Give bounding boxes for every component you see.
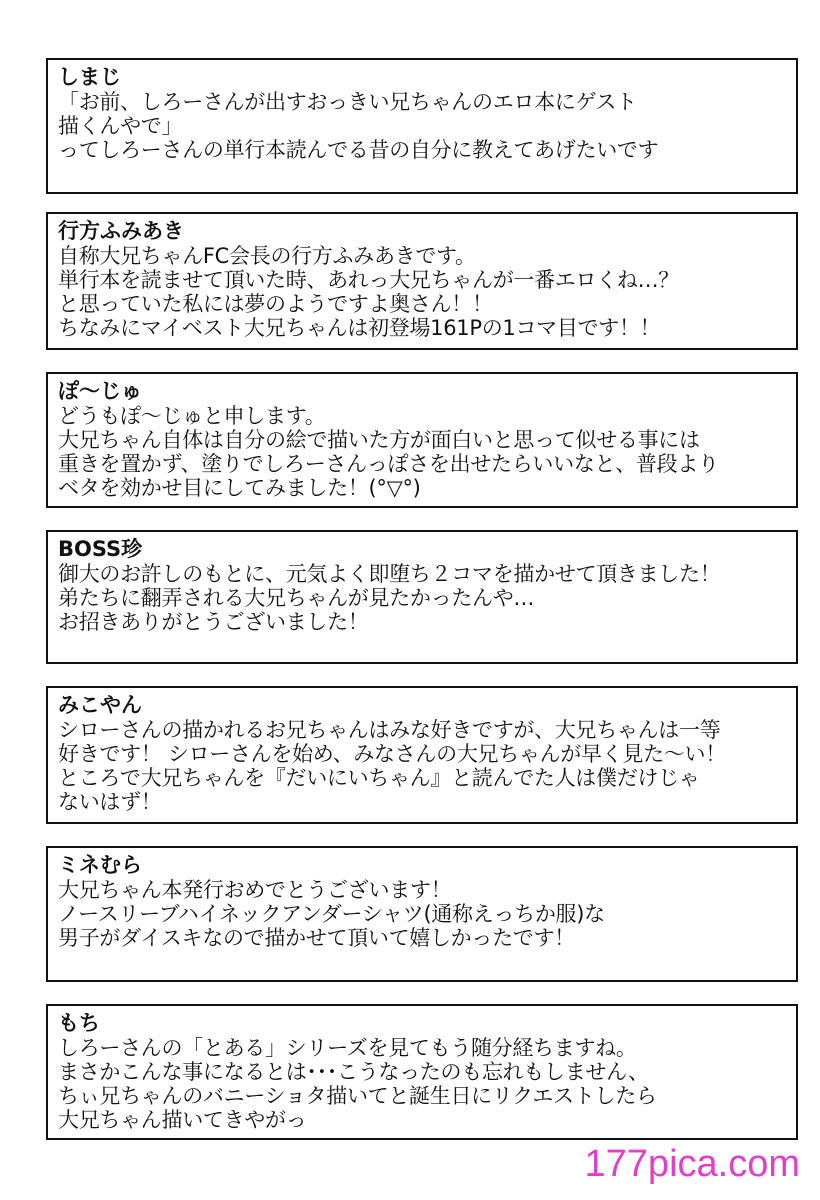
comment-line: ないはず！ <box>58 790 162 814</box>
comment-box-bosschin <box>46 530 798 664</box>
comment-line: 大兄ちゃん描いてきやがっ <box>58 1108 307 1132</box>
comment-line: 自称大兄ちゃんFC会長の行方ふみあきです。 <box>58 244 476 268</box>
comment-line: ベタを効かせ目にしてみました！(°▽°) <box>58 476 421 500</box>
comment-author: しまじ <box>58 65 121 89</box>
comment-author: みこやん <box>58 693 142 717</box>
comment-line: ってしろーさんの単行本読んでる昔の自分に教えてあげたいです <box>58 138 659 162</box>
comment-line: と思っていた私には夢のようですよ奥さん！！ <box>58 292 493 316</box>
comment-line: 重きを置かず、塗りでしろーさんっぽさを出せたらいいなと、普段より <box>58 452 719 476</box>
comment-box-mikoyan <box>46 686 798 824</box>
comment-box-minemura <box>46 846 798 982</box>
comment-line: 大兄ちゃん自体は自分の絵で描いた方が面白いと思って似せる事には <box>58 428 700 452</box>
comment-line: ところで大兄ちゃんを『だいにいちゃん』と読んでた人は僕だけじゃ <box>58 766 700 790</box>
comment-line: ノースリーブハイネックアンダーシャツ(通称えっちか服)な <box>58 902 605 926</box>
comment-box-poju <box>46 372 798 508</box>
comment-author: ミネむら <box>58 853 142 877</box>
comment-line: 弟たちに翻弄される大兄ちゃんが見たかったんや… <box>58 586 535 610</box>
comment-author: 行方ふみあき <box>58 219 184 243</box>
watermark-text: 177pica.com <box>584 1143 800 1185</box>
comment-line: 描くんやで」 <box>58 114 183 138</box>
comment-line: 御大のお許しのもとに、元気よく即堕ち２コマを描かせて頂きました！ <box>58 562 721 586</box>
comment-line: どうもぽ～じゅと申します。 <box>58 404 326 428</box>
comment-line: 好きです！ シローさんを始め、みなさんの大兄ちゃんが早く見た～い！ <box>58 742 726 766</box>
comment-author: ぽ～じゅ <box>58 379 142 403</box>
comment-line: 「お前、しろーさんが出すおっきい兄ちゃんのエロ本にゲスト <box>58 90 637 114</box>
comment-line: 大兄ちゃん本発行おめでとうございます！ <box>58 878 452 902</box>
comment-box-mochi <box>46 1004 798 1140</box>
comment-line: ちなみにマイベスト大兄ちゃんは初登場161Pの1コマ目です！！ <box>58 316 661 340</box>
comment-author: もち <box>58 1011 100 1035</box>
comment-box-namekata <box>46 212 798 350</box>
comment-line: ちぃ兄ちゃんのバニーショタ描いてと誕生日にリクエストしたら <box>58 1084 657 1108</box>
comment-line: お招きありがとうございました！ <box>58 610 369 634</box>
comment-line: まさかこんな事になるとは･･･こうなったのも忘れもしません、 <box>58 1060 649 1084</box>
comment-line: しろーさんの「とある」シリーズを見てもう随分経ちますね。 <box>58 1036 637 1060</box>
comment-line: 単行本を読ませて頂いた時、あれっ大兄ちゃんが一番エロくね…？ <box>58 268 679 292</box>
comment-line: シローさんの描かれるお兄ちゃんはみな好きですが、大兄ちゃんは一等 <box>58 718 721 742</box>
comment-line: 男子がダイスキなので描かせて頂いて嬉しかったです！ <box>58 926 575 950</box>
comment-box-shimaji <box>46 58 798 194</box>
comment-author: BOSS珍 <box>58 537 143 561</box>
